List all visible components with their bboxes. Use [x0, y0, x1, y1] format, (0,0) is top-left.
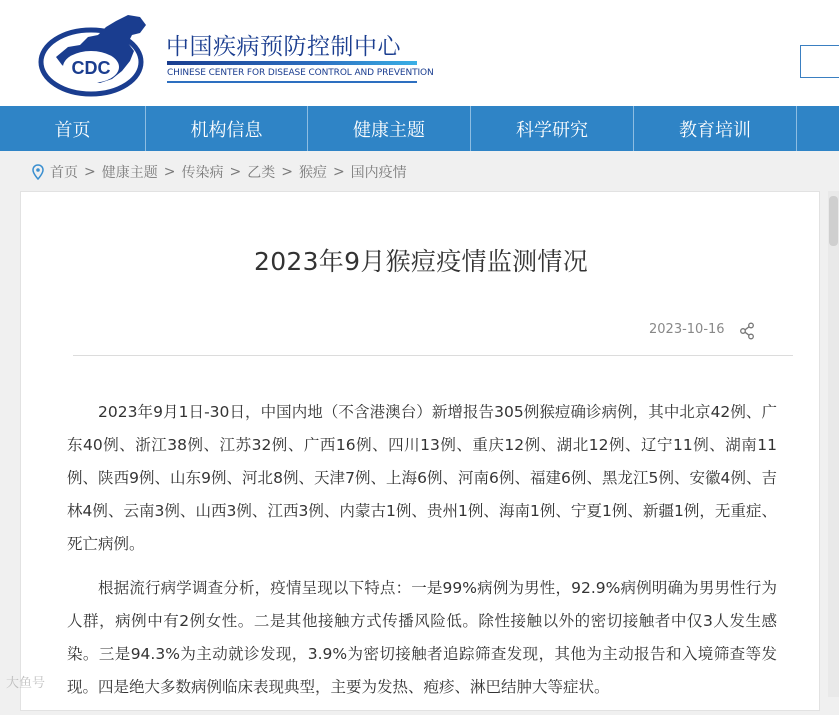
breadcrumb-class-b[interactable]: 乙类	[247, 165, 276, 181]
scrollbar-track[interactable]	[828, 191, 839, 697]
breadcrumb-infectious-disease[interactable]: 传染病	[181, 165, 224, 181]
main-nav	[0, 106, 839, 151]
nav-item-health-topics[interactable]: 健康主题	[308, 106, 471, 151]
breadcrumb-separator: >	[229, 164, 242, 180]
breadcrumb-separator: >	[84, 164, 96, 180]
breadcrumb-health-topics[interactable]: 健康主题	[101, 165, 158, 181]
breadcrumb	[32, 162, 407, 182]
article-paragraph: 根据流行病学调查分析，疫情呈现以下特点：一是99%病例为男性，92.9%病例明确为男男性行为人群，病例中有2例女性。二是其他接触方式传播风险低。除性接触以外的密切接触者中仅3人发生感染。三是94.3%为主动就诊发现，3.9%为密切接触者追踪筛查发现，其他为主动报告和入境筛查等发现。四是绝大多数病例临床表现典型，主要为发热、疱疹、淋巴结肿大等症状。	[67, 579, 777, 696]
article-paragraph: 2023年9月1日-30日，中国内地（不含港澳台）新增报告305例猴痘确诊病例，其中北京42例、广东40例、浙江38例、江苏32例、广西16例、四川13例、重庆12例、湖北12例、辽宁11例、湖南11例、陕西9例、山东9例、河北8例、天津7例、上海6例、河南6例、福建6例、黑龙江5例、安徽4例、吉林4例、云南3例、山西3例、江西3例、内蒙古1例、贵州1例、海南1例、宁夏1例、新疆1例，无重症、死亡病例。	[67, 403, 777, 553]
breadcrumb-domestic-outbreak[interactable]: 国内疫情	[350, 165, 407, 181]
cdc-logo-icon[interactable]	[36, 7, 152, 99]
breadcrumb-separator: >	[281, 164, 293, 180]
breadcrumb-home[interactable]: 首页	[50, 165, 78, 181]
article-card	[20, 191, 820, 711]
nav-item-more[interactable]	[797, 106, 839, 151]
breadcrumb-separator: >	[332, 164, 345, 180]
svg-text:CDC: CDC	[71, 58, 111, 78]
nav-item-research[interactable]: 科学研究	[471, 106, 634, 151]
org-name-cn[interactable]: 中国疾病预防控制中心	[166, 34, 401, 60]
breadcrumb-separator: >	[163, 164, 176, 180]
breadcrumb-mpox[interactable]: 猴痘	[298, 165, 327, 181]
watermark: 大鱼号	[6, 676, 46, 691]
logo-underline-secondary	[167, 81, 417, 83]
site-header	[0, 0, 839, 106]
search-input[interactable]	[800, 45, 839, 78]
article-date: 2023-10-16	[649, 322, 725, 337]
share-icon[interactable]	[739, 322, 755, 340]
logo-underline	[167, 61, 417, 65]
article-title: 2023年9月猴痘疫情监测情况	[253, 247, 589, 276]
title-divider	[73, 355, 793, 356]
scrollbar-thumb[interactable]	[829, 196, 838, 246]
org-name-en: CHINESE CENTER FOR DISEASE CONTROL AND PREVENTION	[167, 68, 434, 78]
nav-item-organization[interactable]: 机构信息	[146, 106, 308, 151]
nav-item-education[interactable]: 教育培训	[634, 106, 797, 151]
location-pin-icon	[32, 164, 44, 180]
article-body	[67, 396, 777, 715]
nav-item-home[interactable]: 首页	[0, 106, 146, 151]
